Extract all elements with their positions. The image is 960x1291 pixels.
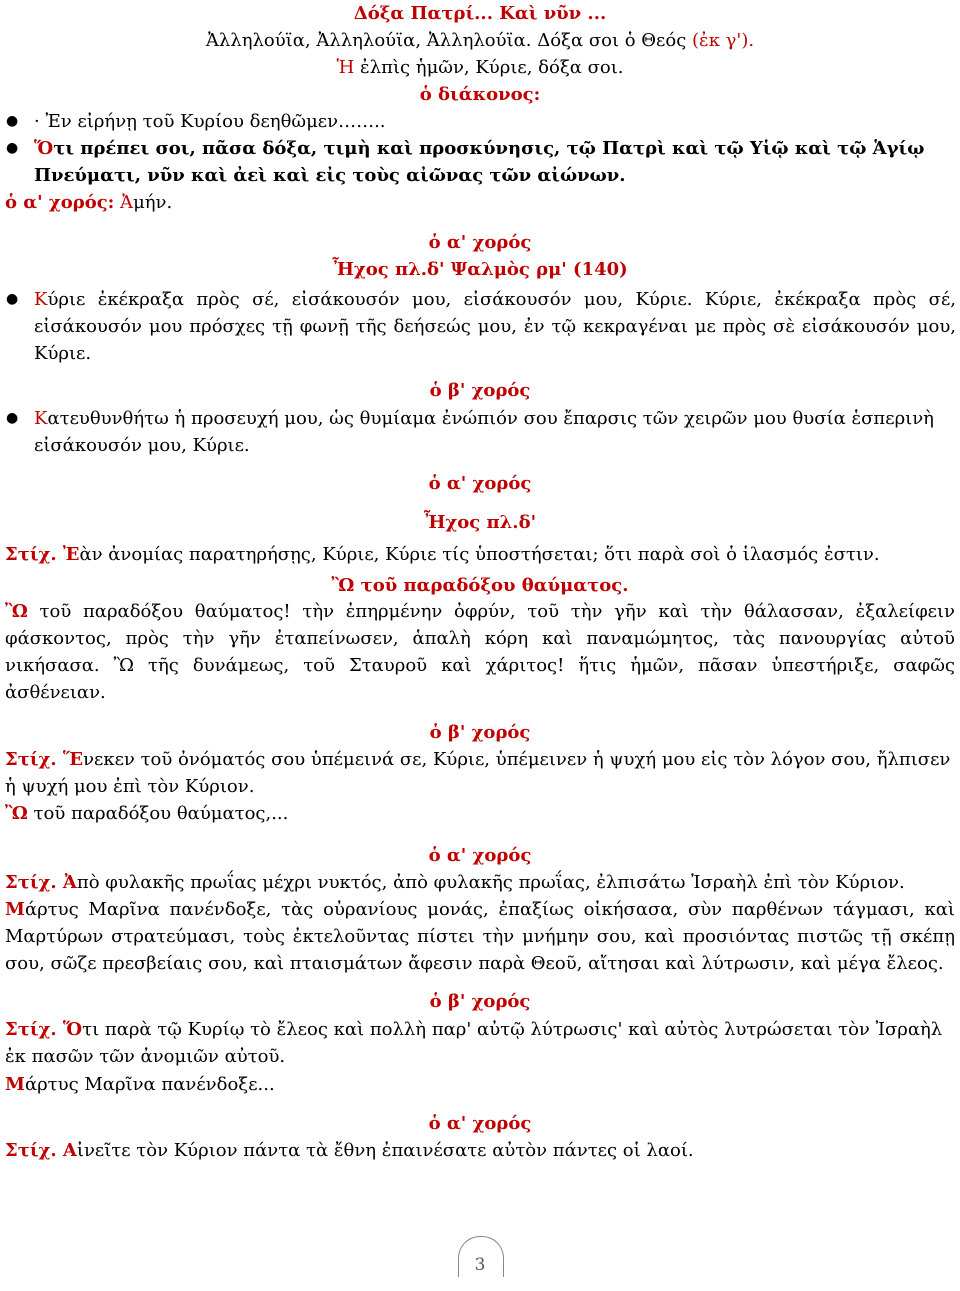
choir-heading-text: ὁ α' χορός: [428, 845, 532, 866]
psalm-text: ατευθυνθήτω ἡ προσευχή μου, ὡς θυμίαμα ἐνώπιόν σου ἔπαρσις τῶν χειρῶν μου θυσία ἑσπερινὴ εἰσάκουσόν μου, Κύριε.: [34, 408, 934, 456]
hymn-initial: Μ: [5, 899, 25, 920]
psalm-verse-2: [34, 405, 956, 459]
stichos-text: πὸ φυλακῆς πρωΐας μέχρι νυκτός, ἀπὸ φυλακῆς πρωΐας, ἐλπισάτω Ἰσραὴλ ἐπὶ τὸν Κύριον.: [76, 872, 905, 893]
bullet-icon: ●: [6, 291, 19, 307]
choir-heading-3: [5, 470, 955, 497]
hymn-paradox: [5, 598, 955, 706]
choir-heading-text: ὁ α' χορός: [428, 232, 532, 253]
hope-initial: Ἡ: [336, 57, 355, 78]
stichos-text: νεκεν τοῦ ὀνόματός σου ὑπέμεινά σε, Κύριε, ὑπέμεινεν ἡ ψυχή μου εἰς τὸν λόγον σου, ἤλπισεν ἡ ψυχή μου ἐπὶ τὸν Κύριον.: [5, 749, 951, 797]
choir-label: ὁ α' χορός:: [5, 192, 115, 213]
hymn-initial: Μ: [5, 1074, 25, 1095]
idiomelon-heading: [5, 572, 955, 599]
psalm-initial: Κ: [34, 408, 48, 429]
bullet-icon: ●: [6, 140, 19, 156]
idiomelon-text: Ὢ τοῦ παραδόξου θαύματος.: [331, 575, 629, 596]
stichos-text: ὰν ἀνομίας παρατηρήσῃς, Κύριε, Κύριε τίς ὑποστήσεται; ὅτι παρὰ σοὶ ὁ ἱλασμός ἐστιν.: [79, 544, 880, 565]
page-number: 3: [474, 1255, 486, 1275]
choir-heading-text: ὁ β' χορός: [429, 722, 531, 743]
choir-heading-5: [5, 842, 955, 869]
hope-line: [5, 54, 955, 81]
ekphonesis-line: [34, 135, 954, 189]
deacon-heading: [5, 81, 955, 108]
stichos-5: [5, 1137, 955, 1164]
ekphonesis-initial: Ὅ: [34, 138, 54, 159]
choir-heading-text: ὁ α' χορός: [428, 473, 532, 494]
amen-line: [5, 189, 955, 216]
stichos-label: Στίχ. Ἕ: [5, 749, 84, 770]
hymn-text: τοῦ παραδόξου θαύματος,...: [27, 803, 289, 824]
alleluia-rubric: (ἐκ γ').: [692, 30, 755, 51]
hymn-marina: [5, 896, 955, 977]
hymn-text: τοῦ παραδόξου θαύματος! τὴν ἐπηρμένην ὀφρύν, τοῦ τὴν γῆν καὶ τὴν θάλασσαν, ἐξαλείφειν φάσκοντος, πρὸς τὴν γῆν ἐταπείνωσεν, ἁπαλὴ κόρη καὶ παναμώμητος, τὰς πανουργίας αὐτοῦ νικήσασα. Ὢ τῆς δυνάμεως, τοῦ Σταυροῦ καὶ χάριτος! ἥτις ἡμῶν, πᾶσαν ὑπεστήριξε, σαφῶς ἀσθένειαν.: [5, 601, 955, 703]
hymn-marina-repeat: [5, 1071, 955, 1098]
bullet-icon: ●: [6, 410, 19, 426]
alleluia-text: Ἀλληλούϊα, Ἀλληλούϊα, Ἀλληλούϊα. Δόξα σοι ὁ Θεός: [205, 30, 693, 51]
choir-heading-1: [5, 229, 955, 256]
hymn-paradox-repeat: [5, 800, 955, 827]
hymn-text: άρτυς Μαρῖνα πανένδοξε...: [24, 1074, 275, 1095]
litany-line: [34, 108, 956, 135]
tone-psalm-text: Ἦχος πλ.δ' Ψαλμὸς ρμ' (140): [332, 259, 628, 280]
stichos-label: Στίχ. Ἀ: [5, 872, 77, 893]
choir-heading-4: [5, 719, 955, 746]
stichos-text: τι παρὰ τῷ Κυρίῳ τὸ ἔλεος καὶ πολλὴ παρ' αὐτῷ λύτρωσις' καὶ αὐτὸς λυτρώσεται τὸν Ἰσραὴλ ἐκ πασῶν τῶν ἀνομιῶν αὐτοῦ.: [5, 1019, 943, 1067]
tone-psalm-heading: [5, 256, 955, 283]
tone-text: Ἦχος πλ.δ': [423, 512, 537, 533]
stichos-label: Στίχ. Α: [5, 1140, 77, 1161]
psalm-verse-1: [34, 286, 956, 367]
stichos-1: [5, 541, 955, 568]
stichos-label: Στίχ. Ὅ: [5, 1019, 83, 1040]
amen-text: μήν.: [133, 192, 173, 213]
stichos-text: ἰνεῖτε τὸν Κύριον πάντα τὰ ἔθνη ἐπαινέσατε αὐτὸν πάντες οἱ λαοί.: [76, 1140, 694, 1161]
choir-heading-text: ὁ β' χορός: [429, 380, 531, 401]
tone-heading: [5, 509, 955, 536]
choir-heading-text: ὁ α' χορός: [428, 1113, 532, 1134]
choir-heading-2: [5, 377, 955, 404]
hymn-initial: Ὢ: [5, 601, 28, 622]
doxa-heading: [5, 0, 955, 27]
hymn-initial: Ὢ: [5, 803, 28, 824]
litany-text: · Ἐν εἰρήνῃ τοῦ Κυρίου δεηθῶμεν……..: [34, 111, 386, 132]
bullet-icon: ●: [6, 113, 19, 129]
psalm-text: ύριε ἐκέκραξα πρὸς σέ, εἰσάκουσόν μου, εἰσάκουσόν μου, Κύριε. Κύριε, ἐκέκραξα πρὸς σέ, εἰσάκουσόν μου πρόσχες τῇ φωνῇ τῆς δεήσεώς μου, ἐν τῷ κεκραγέναι με πρὸς σὲ εἰσάκουσόν μου, Κύριε.: [34, 289, 956, 364]
doxa-text: Δόξα Πατρί... Καὶ νῦν ...: [353, 3, 607, 24]
hymn-text: άρτυς Μαρῖνα πανένδοξε, τὰς οὐρανίους μονάς, ἐπαξίως οἰκήσασα, σὺν παρθένων τάγμασι, καὶ Μαρτύρων στρατεύμασι, τοὺς ἐκτελοῦντας πίστει τὴν μνήμην σου, καὶ προσιόντας πιστῶς τῇ σκέπῃ σου, σῶζε πρεσβείαις σου, καὶ πταισμάτων ἄφεσιν παρὰ Θεοῦ, αἴτησαι καὶ λύτρωσιν, καὶ μέγα ἔλεος.: [5, 899, 955, 974]
psalm-initial: Κ: [34, 289, 48, 310]
deacon-text: ὁ διάκονος:: [419, 84, 541, 105]
choir-heading-text: ὁ β' χορός: [429, 991, 531, 1012]
stichos-3: [5, 869, 955, 896]
alleluia-line: [5, 27, 955, 54]
stichos-label: Στίχ. Ἐ: [5, 544, 80, 565]
choir-heading-6: [5, 988, 955, 1015]
hope-text: ἐλπὶς ἡμῶν, Κύριε, δόξα σοι.: [354, 57, 624, 78]
choir-heading-7: [5, 1110, 955, 1137]
ekphonesis-text: τι πρέπει σοι, πᾶσα δόξα, τιμὴ καὶ προσκύνησις, τῷ Πατρὶ καὶ τῷ Υἱῷ καὶ τῷ Ἁγίῳ Πνεύματι, νῦν καὶ ἀεὶ καὶ εἰς τοὺς αἰῶνας τῶν αἰώνων.: [34, 138, 925, 186]
stichos-4: [5, 1016, 955, 1070]
stichos-2: [5, 746, 955, 800]
amen-initial: Ἀ: [114, 192, 134, 213]
